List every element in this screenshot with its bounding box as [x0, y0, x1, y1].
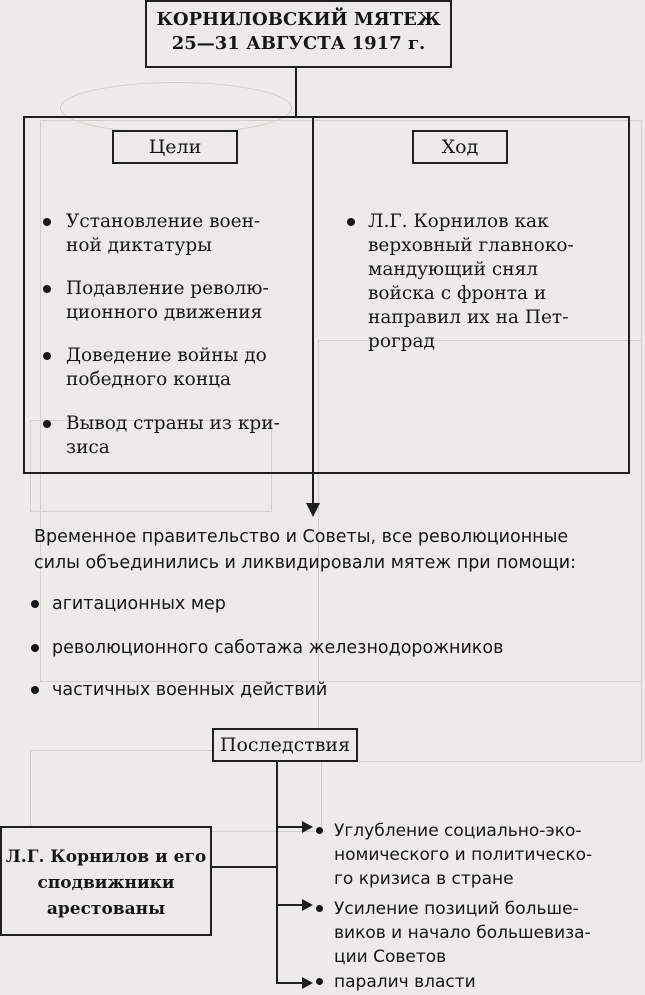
title-box — [145, 0, 452, 68]
goal-item-2-line-1: Подавление револю- — [66, 278, 269, 299]
course-text — [368, 210, 574, 354]
goal-item-1-line-2: ной диктатуры — [66, 235, 212, 256]
bullet-icon — [31, 686, 39, 694]
goal-item-4-line-1: Вывод страны из кри- — [66, 413, 280, 434]
title-line-2: 25—31 АВГУСТА 1917 г. — [171, 33, 426, 54]
arrested-line-2: сподвижники — [37, 873, 175, 893]
bullet-icon — [316, 978, 323, 985]
connector-title-down — [295, 68, 297, 116]
bullet-icon — [43, 420, 51, 428]
arrested-line-1: Л.Г. Корнилов и его — [5, 847, 207, 867]
goals-label-box — [112, 130, 238, 164]
consequence-item-2-line-2: виков и начало большевиза- — [334, 923, 591, 943]
course-line-4: войска с фронта и — [368, 283, 547, 304]
bullet-icon — [31, 644, 39, 652]
goal-item-3-line-2: победного конца — [66, 369, 232, 390]
course-line-3: мандующий снял — [368, 259, 538, 280]
arrow-down-icon — [306, 503, 320, 517]
arrow-right-icon — [302, 977, 313, 989]
course-line-2: верховный главноко- — [368, 235, 574, 256]
bullet-icon — [316, 827, 323, 834]
bullet-icon — [43, 352, 51, 360]
arrow-right-icon — [302, 821, 313, 833]
suppression-line-1: Временное правительство и Советы, все революционные — [34, 527, 569, 547]
connector-left-border — [23, 116, 25, 474]
bullet-icon — [31, 600, 39, 608]
bullet-icon — [347, 218, 355, 226]
consequence-item-3 — [334, 970, 476, 994]
goals-label: Цели — [148, 136, 202, 158]
goal-item-2 — [66, 277, 269, 325]
course-label-box — [412, 130, 508, 164]
connector-to-arrested — [212, 866, 278, 868]
suppression-item-1: агитационных мер — [52, 594, 226, 614]
connector-right-border — [628, 116, 630, 474]
connector-bottom-bar — [23, 472, 630, 474]
course-line-5: направил их на Пет- — [368, 307, 569, 328]
bullet-icon — [43, 218, 51, 226]
goal-item-1 — [66, 210, 260, 258]
ghost-table-4 — [30, 750, 322, 832]
consequence-item-1-line-3: го кризиса в стране — [334, 869, 514, 889]
consequence-item-1 — [334, 819, 592, 891]
arrow-right-icon — [302, 899, 313, 911]
suppression-item-3: частичных военных действий — [52, 680, 328, 700]
bullet-icon — [43, 285, 51, 293]
connector-top-bar — [23, 116, 630, 118]
consequence-item-1-line-2: номического и политическо- — [334, 845, 593, 865]
goal-item-3 — [66, 344, 267, 392]
arrested-box — [0, 826, 212, 936]
connector-consequences-stem — [276, 758, 278, 984]
consequence-item-2 — [334, 897, 591, 969]
consequence-item-1-line-1: Углубление социально-эко- — [334, 821, 582, 841]
consequence-item-3-line-1: паралич власти — [334, 972, 476, 992]
connector-center-divider — [312, 116, 314, 506]
goal-item-3-line-1: Доведение войны до — [66, 345, 267, 366]
goal-item-2-line-2: ционного движения — [66, 302, 263, 323]
goal-item-4-line-2: зиса — [66, 437, 110, 458]
consequences-label-box — [212, 728, 358, 762]
course-line-1: Л.Г. Корнилов как — [368, 211, 549, 232]
bullet-icon — [316, 905, 323, 912]
suppression-line-2: силы объединились и ликвидировали мятеж при помощи: — [34, 553, 577, 573]
suppression-text — [34, 524, 576, 576]
consequence-item-2-line-3: ции Советов — [334, 947, 447, 967]
consequences-label: Последствия — [219, 734, 351, 756]
title-line-1: КОРНИЛОВСКИЙ МЯТЕЖ — [156, 9, 441, 30]
consequence-item-2-line-1: Усиление позиций больше- — [334, 899, 579, 919]
goal-item-4 — [66, 412, 280, 460]
arrested-line-3: арестованы — [46, 899, 166, 919]
course-label: Ход — [441, 136, 479, 158]
goal-item-1-line-1: Установление воен- — [66, 211, 261, 232]
course-line-6: роград — [368, 331, 435, 352]
suppression-item-2: революционного саботажа железнодорожников — [52, 638, 504, 658]
